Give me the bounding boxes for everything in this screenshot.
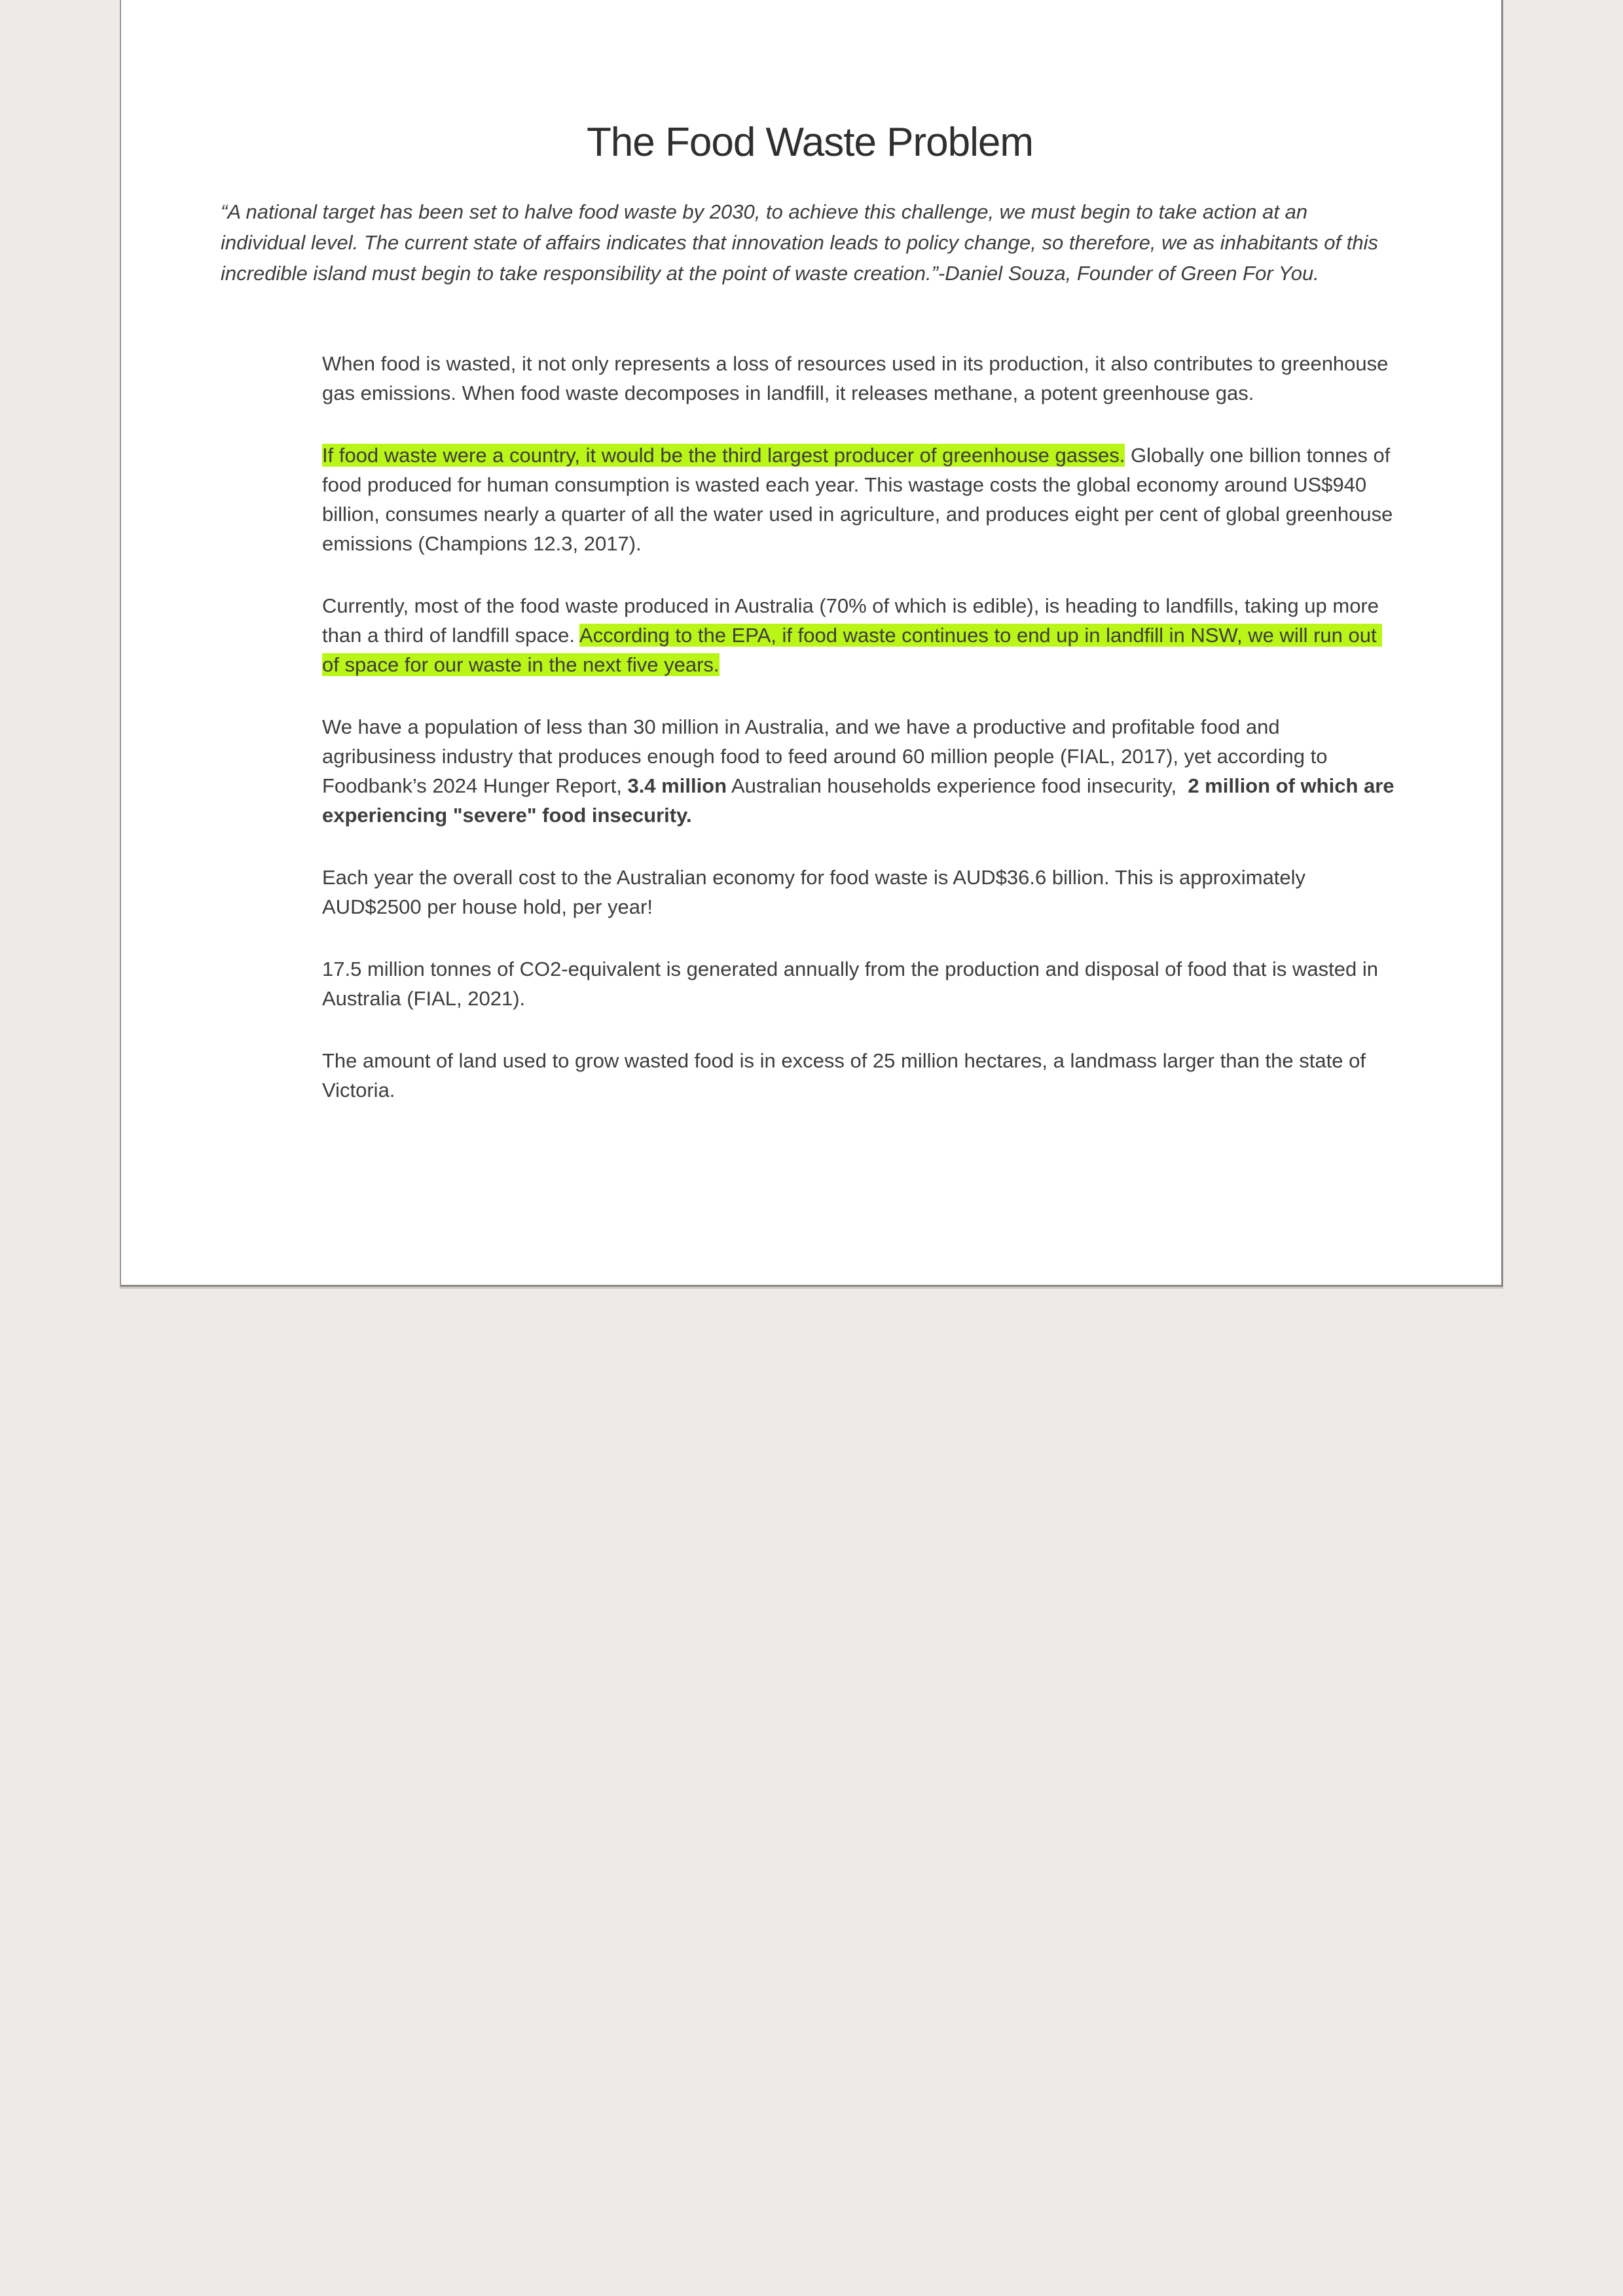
text-segment: Currently, most of the food waste produced in Australia (70% of which is edible), is heading to landfills, taking up more than a third of landfill space. [322,594,1385,647]
bold-text: 3.4 million [627,774,727,797]
paragraph [322,1046,1399,1105]
article-body [322,349,1399,1105]
paragraph [322,863,1399,922]
highlighted-text: If food waste were a country, it would be the third largest producer of greenhouse gasses. [322,444,1125,467]
text-segment: Australian households experience food insecurity, [727,774,1188,797]
paragraph [322,440,1399,558]
paragraph [322,954,1399,1013]
paragraph [322,591,1399,679]
text-segment: We have a population of less than 30 million in Australia, and we have a productive and profitable food and agribusiness industry that produces enough food to feed around 60 million people (FIAL, 2017), yet according to Foodbank’s 2024 Hunger Report, [322,715,1334,797]
page-title: The Food Waste Problem [586,120,1034,165]
text-segment: When food is wasted, it not only represents a loss of resources used in its production, it also contributes to greenhouse gas emissions. When food waste decomposes in landfill, it releases methane, a potent greenhouse gas. [322,352,1395,404]
pull-quote: “A national target has been set to halve food waste by 2030, to achieve this challenge, we must begin to take action at an individual level. The current state of affairs indicates that innovation leads to policy change, so therefore, we as inhabitants of this incredible island must begin to take responsibility at the point of waste creation.”-Daniel Souza, Founder of Green For You. [221,200,1384,285]
paragraph [322,712,1399,830]
text-segment: Each year the overall cost to the Australian economy for food waste is AUD$36.6 billion. This is approximately AUD$2500 per house hold, per year! [322,866,1310,918]
text-segment: The amount of land used to grow wasted food is in excess of 25 million hectares, a landmass larger than the state of Victoria. [322,1049,1372,1102]
paragraph [322,349,1399,408]
text-segment: Globally one billion tonnes of food produced for human consumption is wasted each year. This wastage costs the global economy around US$940 billion, consumes nearly a quarter of all the water used in agriculture, and produces eight per cent of global greenhouse emissions (Champions 12.3, 2017). [322,444,1399,555]
highlighted-text: According to the EPA, if food waste continues to end up in landfill in NSW, we will run out of space for our waste in the next five years. [322,624,1383,676]
bold-text: 2 million of which are experiencing "severe" food insecurity. [322,774,1400,827]
document-page [120,0,1503,1287]
document-content [121,0,1501,1285]
text-segment: 17.5 million tonnes of CO2-equivalent is generated annually from the production and disposal of food that is wasted in Australia (FIAL, 2021). [322,958,1383,1010]
